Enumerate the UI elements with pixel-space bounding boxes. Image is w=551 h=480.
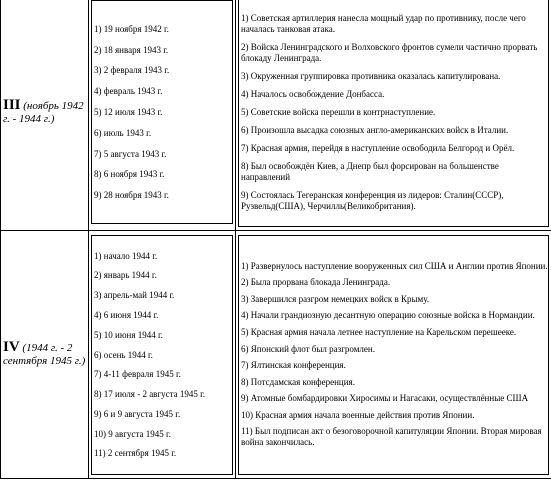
period-range: (1944 г. - 2 сентября 1945 г.)	[3, 342, 86, 367]
event-item: 5) Красная армия начала летнее наступление на Карельском перешееке.	[241, 326, 517, 337]
event-item: 1) Советская артиллерия нанесла мощный удар по противнику, после чего началась танковая атака.	[241, 12, 526, 34]
period-range: (ноябрь 1942 г. - 1944 г.)	[3, 99, 84, 125]
event-item: 10) Красная армия начала военные действия против Японии.	[241, 409, 475, 420]
event-item: 4) Началось освобождение Донбасса.	[241, 88, 385, 99]
date-item: 6) осень 1944 г.	[94, 349, 153, 360]
date-item: 7) 5 августа 1943 г.	[94, 148, 167, 159]
events-list	[239, 236, 548, 474]
date-item: 11) 2 сентября 1945 г.	[94, 448, 177, 459]
event-item: 11) Был подписан акт о безоговорочной капитуляции Японии. Вторая мировая война закончилась.	[241, 426, 542, 448]
date-item: 2) 18 января 1943 г.	[94, 44, 169, 55]
events-column	[236, 0, 551, 231]
period-numeral: III	[3, 96, 21, 113]
date-item: 9) 6 и 9 августа 1945 г.	[94, 408, 181, 419]
event-item: 8) Потсдамская конференция.	[241, 376, 355, 387]
event-item: 7) Ялтинская конференция.	[241, 360, 346, 371]
event-item: 1) Развернулось наступление вооруженных сил США и Англии против Японии.	[241, 260, 548, 271]
event-item: 3) Завершился разгром немецких войск в Крыму.	[241, 293, 430, 304]
dates-column	[89, 0, 236, 231]
date-item: 10) 9 августа 1945 г.	[94, 428, 171, 439]
date-item: 4) февраль 1943 г.	[94, 86, 163, 97]
period-row-iii	[1, 0, 551, 231]
event-item: 6) Японский флот был разгромлен.	[241, 343, 375, 354]
period-numeral: IV	[3, 339, 20, 355]
period-cell	[1, 0, 89, 231]
date-item: 9) 28 ноября 1943 г.	[94, 190, 169, 201]
event-item: 9) Атомные бомбардировки Хиросимы и Нагасаки, осуществлённые США	[241, 393, 529, 404]
date-item: 4) 6 июня 1944 г.	[94, 309, 159, 320]
date-item: 8) 6 ноября 1943 г.	[94, 169, 165, 180]
event-item: 3) Окруженная группировка противника оказалась капитулирована.	[241, 70, 501, 81]
events-list	[239, 0, 548, 226]
event-item: 2) Была прорвана блокада Ленинграда.	[241, 277, 391, 288]
event-item: 5) Советские войска перешли в контрнаступление.	[241, 106, 436, 117]
date-item: 5) 10 июня 1944 г.	[94, 329, 163, 340]
event-item: 8) Был освобождён Киев, а Днепр был форсирован на большенстве направлений	[241, 160, 499, 182]
date-item: 3) 2 февраля 1943 г.	[94, 65, 170, 76]
event-item: 4) Начали грандиозную десантную операцию союзные войска в Нормандии.	[241, 310, 535, 321]
event-item: 2) Войска Ленинградского и Волховского фронтов сумели частично прорвать блокаду Ленинграда.	[241, 41, 538, 63]
date-item: 1) 19 ноября 1942 г.	[94, 23, 169, 34]
date-item: 3) апрель-май 1944 г.	[94, 290, 175, 301]
date-item: 2) январь 1944 г.	[94, 270, 157, 281]
period-cell	[1, 231, 89, 479]
event-item: 9) Состоялась Тегеранская конференция из лидеров: Сталин(СССР), Рузвельд(США), Черчилль(Великобритания).	[241, 189, 504, 211]
date-item: 8) 17 июля - 2 августа 1945 г.	[94, 389, 206, 400]
date-item: 7) 4-11 февраля 1945 г.	[94, 369, 181, 380]
dates-list	[92, 1, 232, 223]
date-item: 1) начало 1944 г.	[94, 250, 158, 261]
dates-column	[89, 231, 236, 479]
event-item: 6) Произошла высадка союзных англо-американских войск в Италии.	[241, 124, 509, 135]
period-row-iv	[1, 231, 551, 479]
date-item: 6) июль 1943 г.	[94, 127, 152, 138]
dates-list	[92, 236, 232, 474]
events-column	[236, 231, 551, 479]
event-item: 7) Красная армия, перейдя в наступление освободила Белгород и Орёл.	[241, 142, 515, 153]
date-item: 5) 12 июля 1943 г.	[94, 107, 163, 117]
